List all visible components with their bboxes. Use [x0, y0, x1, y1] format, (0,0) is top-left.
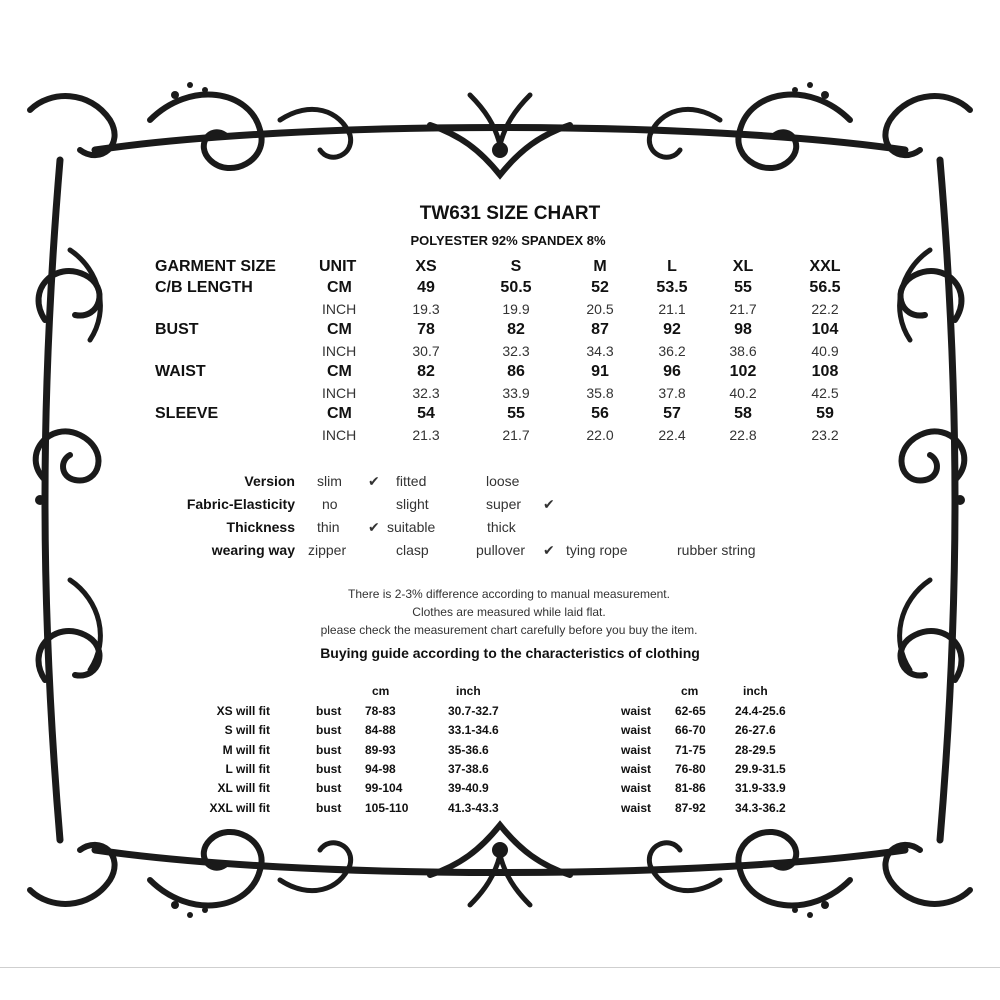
- attribute-option: suitable: [387, 519, 436, 535]
- inch-value: 21.7: [729, 301, 757, 317]
- attribute-label: Thickness: [226, 519, 295, 535]
- size-header-xs: XS: [415, 258, 437, 275]
- cm-value: 56: [591, 405, 609, 422]
- attribute-option: fitted: [396, 473, 427, 489]
- material-subtitle: POLYESTER 92% SPANDEX 8%: [410, 233, 606, 248]
- attribute-option: pullover: [476, 542, 526, 558]
- inch-value: 40.9: [811, 343, 839, 359]
- cm-value: 92: [663, 321, 681, 338]
- inch-value: 40.2: [729, 385, 757, 401]
- guide-bust-label: bust: [316, 723, 342, 737]
- inch-value: 35.8: [586, 385, 614, 401]
- unit-header: UNIT: [319, 258, 357, 275]
- unit-inch-label: INCH: [322, 301, 357, 317]
- checkmark-icon: ✔: [543, 496, 555, 512]
- cm-value: 58: [734, 405, 752, 422]
- guide-fit-label: M will fit: [222, 743, 270, 757]
- size-header-xxl: XXL: [809, 258, 841, 275]
- guide-waist-cm: 87-92: [675, 801, 706, 815]
- inch-value: 22.2: [811, 301, 839, 317]
- guide-bust-cm: 89-93: [365, 743, 396, 757]
- attribute-label: wearing way: [211, 542, 295, 558]
- cm-value: 86: [507, 363, 525, 380]
- guide-waist-inch: 31.9-33.9: [735, 781, 786, 795]
- cm-value: 96: [663, 363, 681, 380]
- unit-cm-label: CM: [327, 405, 352, 422]
- inch-value: 22.4: [658, 427, 686, 443]
- inch-value: 21.3: [412, 427, 440, 443]
- cm-value: 55: [507, 405, 525, 422]
- inch-value: 19.3: [412, 301, 440, 317]
- guide-bust-cm: 105-110: [365, 801, 409, 815]
- cm-value: 50.5: [500, 279, 532, 296]
- guide-fit-label: S will fit: [224, 723, 270, 737]
- guide-waist-inch: 26-27.6: [735, 723, 776, 737]
- guide-waist-cm: 62-65: [675, 704, 706, 718]
- size-header-m: M: [593, 258, 607, 275]
- attribute-option: clasp: [396, 542, 429, 558]
- cm-value: 82: [417, 363, 435, 380]
- size-header-s: S: [510, 258, 522, 275]
- unit-inch-label: INCH: [322, 385, 357, 401]
- attribute-option: super: [486, 496, 522, 512]
- attribute-option: thick: [487, 519, 516, 535]
- guide-bust-cm: 99-104: [365, 781, 403, 795]
- bottom-divider: [0, 967, 1000, 968]
- inch-value: 22.8: [729, 427, 757, 443]
- unit-cm-label: CM: [327, 363, 352, 380]
- guide-fit-label: XXL will fit: [209, 801, 270, 815]
- note-line-2: Clothes are measured while laid flat.: [412, 605, 606, 619]
- attribute-option: zipper: [308, 542, 347, 558]
- inch-value: 37.8: [658, 385, 686, 401]
- checkmark-icon: ✔: [368, 519, 380, 535]
- guide-bust-cm-header: cm: [372, 684, 390, 698]
- inch-value: 22.0: [586, 427, 614, 443]
- attribute-label: Version: [244, 473, 295, 489]
- guide-bust-inch: 35-36.6: [448, 743, 489, 757]
- inch-value: 32.3: [412, 385, 440, 401]
- inch-value: 21.7: [502, 427, 530, 443]
- garment-size-header: GARMENT SIZE: [155, 258, 276, 275]
- inch-value: 30.7: [412, 343, 440, 359]
- guide-waist-inch-header: inch: [743, 684, 768, 698]
- inch-value: 34.3: [586, 343, 614, 359]
- inch-value: 21.1: [658, 301, 686, 317]
- cm-value: 55: [734, 279, 752, 296]
- cm-value: 87: [591, 321, 609, 338]
- size-header-l: L: [667, 258, 677, 275]
- attribute-option: slight: [396, 496, 429, 512]
- row-label: BUST: [155, 321, 199, 338]
- row-label: C/B LENGTH: [155, 279, 253, 296]
- guide-bust-inch-header: inch: [456, 684, 481, 698]
- guide-waist-inch: 28-29.5: [735, 743, 776, 757]
- row-label: WAIST: [155, 363, 206, 380]
- unit-inch-label: INCH: [322, 427, 357, 443]
- guide-waist-cm: 76-80: [675, 762, 706, 776]
- unit-inch-label: INCH: [322, 343, 357, 359]
- cm-value: 91: [591, 363, 609, 380]
- unit-cm-label: CM: [327, 279, 352, 296]
- attribute-option: rubber string: [677, 542, 756, 558]
- guide-bust-label: bust: [316, 704, 342, 718]
- note-line-3: please check the measurement chart carefully before you buy the item.: [320, 623, 698, 637]
- cm-value: 59: [816, 405, 834, 422]
- inch-value: 38.6: [729, 343, 757, 359]
- guide-bust-label: bust: [316, 781, 342, 795]
- guide-waist-inch: 24.4-25.6: [735, 704, 786, 718]
- guide-bust-inch: 37-38.6: [448, 762, 489, 776]
- cm-value: 104: [811, 321, 839, 338]
- guide-fit-label: XS will fit: [216, 704, 270, 718]
- guide-waist-label: waist: [621, 781, 652, 795]
- guide-fit-label: XL will fit: [217, 781, 270, 795]
- guide-waist-label: waist: [621, 762, 652, 776]
- checkmark-icon: ✔: [368, 473, 380, 489]
- unit-cm-label: CM: [327, 321, 352, 338]
- guide-waist-label: waist: [621, 723, 652, 737]
- guide-bust-inch: 39-40.9: [448, 781, 489, 795]
- cm-value: 52: [591, 279, 609, 296]
- guide-waist-cm: 66-70: [675, 723, 706, 737]
- guide-bust-cm: 78-83: [365, 704, 396, 718]
- guide-bust-inch: 33.1-34.6: [448, 723, 499, 737]
- row-label: SLEEVE: [155, 405, 219, 422]
- attribute-option: loose: [486, 473, 520, 489]
- cm-value: 78: [417, 321, 435, 338]
- guide-waist-label: waist: [621, 743, 652, 757]
- attribute-option: thin: [317, 519, 340, 535]
- cm-value: 108: [811, 363, 839, 380]
- guide-bust-label: bust: [316, 762, 342, 776]
- guide-bust-inch: 41.3-43.3: [448, 801, 499, 815]
- cm-value: 56.5: [809, 279, 841, 296]
- guide-bust-cm: 94-98: [365, 762, 396, 776]
- attribute-option: tying rope: [566, 542, 628, 558]
- guide-bust-label: bust: [316, 743, 342, 757]
- inch-value: 36.2: [658, 343, 686, 359]
- page-title: TW631 SIZE CHART: [419, 203, 601, 224]
- guide-waist-inch: 34.3-36.2: [735, 801, 786, 815]
- guide-waist-label: waist: [621, 704, 652, 718]
- guide-bust-label: bust: [316, 801, 342, 815]
- guide-waist-label: waist: [621, 801, 652, 815]
- cm-value: 98: [734, 321, 752, 338]
- guide-bust-inch: 30.7-32.7: [448, 704, 499, 718]
- buying-guide-title: Buying guide according to the characteristics of clothing: [320, 645, 700, 661]
- cm-value: 102: [729, 363, 757, 380]
- inch-value: 23.2: [811, 427, 839, 443]
- note-line-1: There is 2-3% difference according to manual measurement.: [348, 587, 670, 601]
- cm-value: 53.5: [656, 279, 688, 296]
- checkmark-icon: ✔: [543, 542, 555, 558]
- cm-value: 82: [507, 321, 525, 338]
- inch-value: 19.9: [502, 301, 530, 317]
- size-header-xl: XL: [732, 258, 754, 275]
- cm-value: 57: [663, 405, 681, 422]
- attribute-option: no: [322, 496, 338, 512]
- inch-value: 20.5: [586, 301, 614, 317]
- inch-value: 32.3: [502, 343, 530, 359]
- cm-value: 49: [417, 279, 435, 296]
- attribute-option: slim: [317, 473, 342, 489]
- guide-waist-cm-header: cm: [681, 684, 699, 698]
- inch-value: 33.9: [502, 385, 530, 401]
- guide-waist-cm: 81-86: [675, 781, 706, 795]
- guide-fit-label: L will fit: [225, 762, 270, 776]
- cm-value: 54: [417, 405, 435, 422]
- guide-bust-cm: 84-88: [365, 723, 396, 737]
- guide-waist-inch: 29.9-31.5: [735, 762, 786, 776]
- attribute-label: Fabric-Elasticity: [186, 496, 295, 512]
- guide-waist-cm: 71-75: [675, 743, 706, 757]
- inch-value: 42.5: [811, 385, 839, 401]
